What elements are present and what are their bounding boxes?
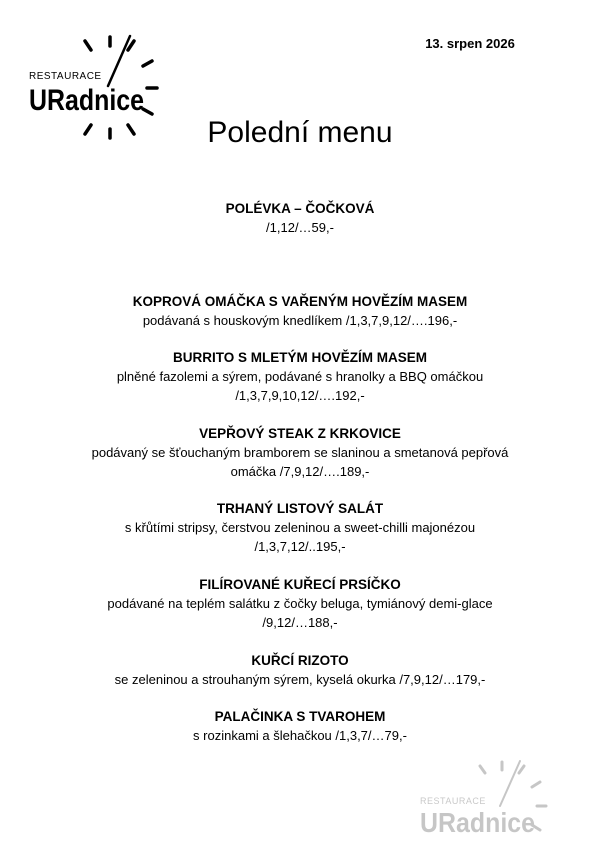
clock-tick: [532, 782, 540, 787]
menu-item-pancake: [40, 707, 560, 745]
menu-item-burrito: [40, 348, 560, 405]
watermark-logo: [418, 758, 568, 848]
menu-item-desc: /1,12/…59,-: [266, 220, 334, 235]
page-title: Polední menu: [207, 116, 393, 149]
menu-item-name: BURRITO S MLETÝM HOVĚZÍM MASEM: [172, 350, 427, 365]
menu-item-desc: podávaná s houskovým knedlíkem /1,3,7,9,12/….196,-: [142, 313, 458, 328]
clock-tick: [143, 61, 152, 66]
menu-item-price: omáčka /7,9,12/….189,-: [230, 464, 370, 479]
menu-item-desc: se zeleninou a strouhaným sýrem, kyselá okurka /7,9,12/…179,-: [114, 672, 486, 687]
menu-item-desc: podávané na teplém salátku z čočky beluga, tymiánový demi-glace: [107, 596, 493, 611]
logo-big-text: URadnice: [29, 84, 144, 117]
watermark-small-text: RESTAURACE: [420, 796, 486, 806]
menu-item-price: /9,12/…188,-: [262, 615, 338, 630]
menu-item-name: VEPŘOVÝ STEAK Z KRKOVICE: [199, 426, 401, 441]
watermark-big-text: URadnice: [420, 807, 535, 838]
menu-item-name: TRHANÝ LISTOVÝ SALÁT: [216, 501, 384, 516]
menu-item-salad: [40, 499, 560, 556]
logo-small-text: RESTAURACE: [29, 71, 102, 82]
menu-item-dill-sauce: [40, 292, 560, 330]
menu-item-desc: plněné fazolemi a sýrem, podávané s hranolky a BBQ omáčkou: [116, 369, 484, 384]
menu-item-price: /1,3,7,12/..195,-: [254, 539, 346, 554]
clock-tick: [480, 766, 485, 773]
menu-item-name: POLÉVKA – ČOČKOVÁ: [225, 201, 375, 216]
menu-item-desc: s křůtími stripsy, čerstvou zeleninou a sweet-chilli majonézou: [124, 520, 476, 535]
menu-item-name: FILÍROVANÉ KUŘECÍ PRSÍČKO: [199, 577, 401, 592]
menu-item-desc: podávaný se šťouchaným bramborem se slaninou a smetanová pepřová: [91, 445, 509, 460]
clock-tick: [519, 766, 524, 773]
menu-item-desc: s rozinkami a šlehačkou /1,3,7/…79,-: [193, 728, 407, 743]
menu-item-name: KUŘCÍ RIZOTO: [251, 653, 349, 668]
menu-item-risotto: [40, 651, 560, 689]
menu-item-chicken-breast: [40, 575, 560, 632]
menu-date: 13. srpen 2026: [425, 36, 515, 51]
clock-tick: [85, 41, 91, 50]
menu-item-price: /1,3,7,9,10,12/….192,-: [235, 388, 365, 403]
menu-item-pork-steak: [40, 424, 560, 481]
menu-item-soup: [40, 199, 560, 237]
clock-tick: [143, 109, 152, 114]
menu-item-name: PALAČINKA S TVAROHEM: [214, 709, 386, 724]
clock-tick: [128, 41, 134, 50]
menu-item-name: KOPROVÁ OMÁČKA S VAŘENÝM HOVĚZÍM MASEM: [132, 294, 468, 309]
